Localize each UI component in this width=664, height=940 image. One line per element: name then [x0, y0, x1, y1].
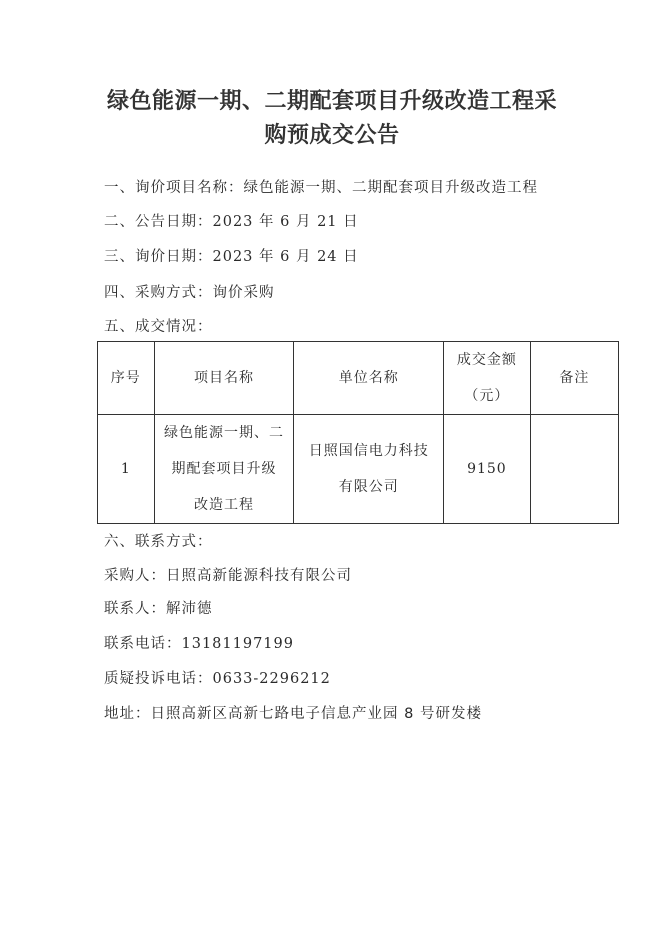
inquiry-date-line [104, 245, 359, 266]
address-label: 地址： [104, 706, 151, 722]
header-amount [444, 342, 531, 415]
cell-project [154, 415, 294, 524]
notice-date-value: 2023 年 6 月 21 日 [212, 214, 359, 230]
cell-amount: 9150 [444, 415, 531, 524]
deal-table [97, 341, 619, 524]
buyer-line [104, 564, 352, 585]
header-amount-line-1: 成交金额 [456, 352, 517, 368]
address-line [104, 702, 482, 723]
contact-person-line [104, 597, 213, 618]
project-name-line [104, 176, 538, 197]
procurement-method-line [104, 281, 275, 302]
table-row [98, 415, 619, 524]
project-name-value: 绿色能源一期、二期配套项目升级改造工程 [243, 180, 538, 196]
buyer-value: 日照高新能源科技有限公司 [166, 568, 352, 584]
cell-seq: 1 [98, 415, 155, 524]
cell-company-line-1: 日照国信电力科技 [308, 443, 429, 459]
header-company: 单位名称 [294, 342, 444, 415]
project-name-label: 一、询价项目名称： [104, 180, 244, 196]
header-seq: 序号 [98, 342, 155, 415]
address-value: 日照高新区高新七路电子信息产业园 8 号研发楼 [150, 706, 482, 722]
document-title-line-1: 绿色能源一期、二期配套项目升级改造工程采 [106, 89, 557, 114]
contact-person-value: 解沛德 [166, 601, 213, 617]
cell-project-line-1: 绿色能源一期、二 [164, 425, 285, 441]
deal-status-heading: 五、成交情况： [104, 319, 213, 335]
cell-project-line-3: 改造工程 [194, 497, 255, 513]
contact-phone-value: 13181197199 [181, 636, 294, 652]
inquiry-date-value: 2023 年 6 月 24 日 [212, 249, 359, 265]
cell-remark [530, 415, 618, 524]
procurement-method-value: 询价采购 [212, 285, 275, 301]
table-header-row [98, 342, 619, 415]
header-project: 项目名称 [154, 342, 294, 415]
header-amount-line-2: （元） [464, 388, 510, 404]
contact-phone-line [104, 632, 294, 653]
complaint-phone-label: 质疑投诉电话： [104, 671, 213, 687]
notice-date-line [104, 210, 359, 231]
buyer-label: 采购人： [104, 568, 166, 584]
cell-project-line-2: 期配套项目升级 [171, 461, 277, 477]
contact-phone-label: 联系电话： [104, 636, 182, 652]
cell-company [294, 415, 444, 524]
complaint-phone-line [104, 667, 331, 688]
contact-person-label: 联系人： [104, 601, 166, 617]
notice-date-label: 二、公告日期： [104, 214, 213, 230]
contact-heading: 六、联系方式： [104, 534, 213, 550]
complaint-phone-value: 0633-2296212 [212, 671, 331, 687]
document-title-line-2: 购预成交公告 [264, 123, 400, 148]
header-remark: 备注 [530, 342, 618, 415]
procurement-method-label: 四、采购方式： [104, 285, 213, 301]
cell-company-line-2: 有限公司 [338, 479, 399, 495]
inquiry-date-label: 三、询价日期： [104, 249, 213, 265]
